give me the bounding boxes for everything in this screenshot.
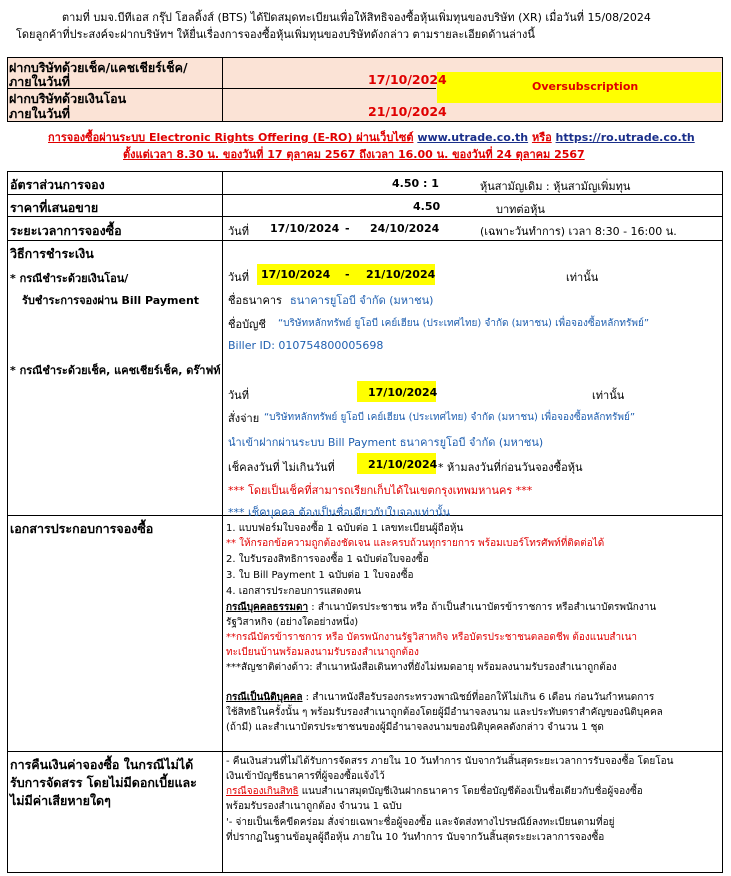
period-start: 17/10/2024 (270, 222, 340, 235)
gov-note-1: **กรณีบัตรข้าราชการ หรือ บัตรพนักงานรัฐวิสาหกิจ หรือบัตรประชาชนตลอดชีพ ต้องแนบสำเนา (226, 632, 638, 643)
cheque-due-note: * ห้ามลงวันที่ก่อนวันจองซื้อหุ้น (438, 461, 583, 474)
price-label: ราคาที่เสนอขาย (10, 200, 99, 215)
refund-2a-line (226, 784, 643, 799)
transfer-end: 21/10/2024 (366, 268, 436, 281)
ratio-value: 4.50 : 1 (392, 177, 439, 190)
doc-3: 3. ใบ Bill Payment 1 ฉบับต่อ 1 ใบจองซื้อ (226, 570, 414, 581)
cheque-only: เท่านั้น (592, 389, 625, 402)
cheque-title: * กรณีชำระด้วยเช็ค, แคชเชียร์เช็ค, ดร๊าฟท์ (10, 364, 221, 377)
transfer-only: เท่านั้น (566, 271, 599, 284)
account-label: ชื่อบัญชี (228, 318, 266, 331)
deposit-transfer-label-2: ภายในวันที่ (9, 106, 71, 121)
period-note: (เฉพาะวันทำการ) เวลา 8:30 - 16:00 น. (480, 225, 677, 238)
transfer-day-word: วันที่ (228, 271, 249, 284)
juristic-text-2: ใช้สิทธิในครั้งนั้น ๆ พร้อมรับรองสำเนาถูกต้องโดยผู้มีอำนาจลงนาม และประทับตราสำคัญของนิติบุคคล (226, 707, 663, 718)
deposit-transfer-label-1: ฝากบริษัทด้วยเงินโอน (9, 91, 127, 106)
ero-line-2: ตั้งแต่เวลา 8.30 น. ของวันที่ 17 ตุลาคม 2567 ถึงเวลา 16.00 น. ของวันที่ 24 ตุลาคม 2567 (123, 148, 585, 161)
transfer-title-2: รับชำระการจองผ่าน Bill Payment (22, 294, 200, 307)
individual-docs (226, 600, 656, 615)
transfer-title-1: * กรณีชำระด้วยเงินโอน/ (10, 272, 129, 285)
juristic-text-3: (ถ้ามี) และสำเนาบัตรประชาชนของผู้มีอำนาจลงนามของนิติบุคคลดังกล่าว จำนวน 1 ชุด (226, 722, 604, 733)
personal-cheque-note: *** เช็คบุคคล ต้องเป็นชื่อเดียวกับใบจองเท่านั้น (228, 506, 451, 519)
juristic-docs (226, 690, 654, 705)
juristic-title: กรณีเป็นนิติบุคคล (226, 692, 303, 703)
deposit-cheque-label-1: ฝากบริษัทด้วยเช็ค/แคชเชียร์เช็ค/ (9, 60, 188, 75)
doc-4: 4. เอกสารประกอบการแสดงตน (226, 586, 362, 597)
oversubscription-label: Oversubscription (532, 80, 639, 93)
refund-3a: '- จ่ายเป็นเช็คขีดคร่อม สั่งจ่ายเฉพาะชื่อผู้จองซื้อ และจัดส่งทางไปรษณีย์ลงทะเบียนตามที่อยู่ (226, 817, 615, 828)
ero-url-2[interactable]: https://ro.utrade.co.th (555, 131, 695, 144)
cheque-due: 21/10/2024 (368, 458, 438, 471)
refund-1a: - คืนเงินส่วนที่ไม่ได้รับการจัดสรร ภายใน 10 วันทำการ นับจากวันสิ้นสุดระยะเวลาการรับจองซื้อ โดยโอน (226, 756, 674, 767)
refund-1b: เงินเข้าบัญชีธนาคารที่ผู้จองซื้อแจ้งไว้ (226, 771, 385, 782)
individual-text: : สำเนาบัตรประชาชน หรือ ถ้าเป็นสำเนาบัตรข้าราชการ หรือสำเนาบัตรพนักงาน (308, 602, 657, 613)
individual-title: กรณีบุคคลธรรมดา (226, 602, 309, 613)
cheque-date: 17/10/2024 (368, 386, 438, 399)
cheque-day-word: วันที่ (228, 389, 249, 402)
bank-label: ชื่อธนาคาร (228, 294, 282, 307)
gov-note-2: ทะเบียนบ้านพร้อมลงนามรับรองสำเนาถูกต้อง (226, 647, 419, 658)
payment-title: วิธีการชำระเงิน (10, 246, 94, 261)
cheque-date-label: เช็คลงวันที่ ไม่เกินวันที่ (228, 461, 335, 474)
bangkok-note: *** โดยเป็นเช็คที่สามารถเรียกเก็บได้ในเขตกรุงเทพมหานคร *** (228, 484, 533, 497)
transfer-start: 17/10/2024 (261, 268, 331, 281)
refund-label-2: รับการจัดสรร โดยไม่มีดอกเบี้ยและ (10, 775, 197, 790)
price-unit: บาทต่อหุ้น (496, 203, 545, 216)
period-end: 24/10/2024 (370, 222, 440, 235)
account-name: “บริษัทหลักทรัพย์ ยูโอบี เคย์เฮียน (ประเทศไทย) จำกัด (มหาชน) เพื่อจองซื้อหลักทรัพย์” (278, 318, 650, 329)
individual-text-2: รัฐวิสาหกิจ (อย่างใดอย่างหนึ่ง) (226, 617, 359, 628)
documents-label: เอกสารประกอบการจองซื้อ (10, 521, 154, 536)
ero-prefix: การจองซื้อผ่านระบบ Electronic Rights Offering (E-RO) ผ่านเว็บไซต์ (48, 131, 414, 144)
refund-over-label: กรณีจองเกินสิทธิ (226, 786, 299, 797)
foreign-note: ***สัญชาติต่างด้าว: สำเนาหนังสือเดินทางที่ยังไม่หมดอายุ พร้อมลงนามรับรองสำเนาถูกต้อง (226, 662, 617, 673)
price-value: 4.50 (413, 200, 441, 213)
doc-2: 2. ใบรับรองสิทธิการจองซื้อ 1 ฉบับต่อใบจองซื้อ (226, 554, 429, 565)
ratio-label: อัตราส่วนการจอง (10, 177, 105, 192)
intro-line-1: ตามที่ บมจ.บีทีเอส กรุ๊ป โฮลดิ้งส์ (BTS) ได้ปิดสมุดทะเบียนเพื่อให้สิทธิจองซื้อหุ้นเพิ่มทุนของบริษัท (XR) เมื่อวันที่ 15/08/2024 (62, 11, 651, 24)
deposit-note: นำเข้าฝากผ่านระบบ Bill Payment ธนาคารยูโอบี จำกัด (มหาชน) (228, 436, 544, 449)
bank-name: ธนาคารยูโอบี จำกัด (มหาชน) (290, 294, 434, 307)
refund-label-3: ไม่มีค่าเสียหายใดๆ (10, 793, 111, 808)
ero-line-1 (48, 128, 695, 146)
transfer-dash: - (345, 268, 350, 281)
deposit-transfer-date: 21/10/2024 (368, 104, 447, 119)
ero-or: หรือ (531, 131, 552, 144)
biller-id: Biller ID: 010754800005698 (228, 339, 384, 352)
payee-name: “บริษัทหลักทรัพย์ ยูโอบี เคย์เฮียน (ประเทศไทย) จำกัด (มหาชน) เพื่อจองซื้อหลักทรัพย์” (264, 412, 636, 423)
refund-label-1: การคืนเงินค่าจองซื้อ ในกรณีไม่ได้ (10, 757, 194, 772)
refund-3b: ที่ปรากฏในฐานข้อมูลผู้ถือหุ้น ภายใน 10 วันทำการ นับจากวันสิ้นสุดระยะเวลาการจองซื้อ (226, 832, 605, 843)
refund-2a: แนบสำเนาสมุดบัญชีเงินฝากธนาคาร โดยชื่อบัญชีต้องเป็นชื่อเดียวกับชื่อผู้จองซื้อ (298, 786, 643, 797)
deposit-cheque-date: 17/10/2024 (368, 72, 447, 87)
payee-label: สั่งจ่าย (228, 412, 260, 425)
ratio-note: หุ้นสามัญเดิม : หุ้นสามัญเพิ่มทุน (480, 180, 631, 193)
intro-line-2: โดยลูกค้าที่ประสงค์จะฝากบริษัทฯ ให้ยื่นเรื่องการจองซื้อหุ้นเพิ่มทุนของบริษัทดังกล่าว ตามรายละเอียดด้านล่างนี้ (16, 28, 535, 41)
period-label: ระยะเวลาการจองซื้อ (10, 223, 122, 238)
juristic-text-1: : สำเนาหนังสือรับรองกระทรวงพาณิชย์ที่ออกให้ไม่เกิน 6 เดือน ก่อนวันกำหนดการ (302, 692, 655, 703)
period-day-word: วันที่ (228, 225, 249, 238)
ero-url-1[interactable]: www.utrade.co.th (417, 131, 529, 144)
period-dash: - (345, 222, 350, 235)
deposit-cheque-label-2: ภายในวันที่ (9, 74, 71, 89)
doc-1-note: ** ให้กรอกข้อความถูกต้องชัดเจน และครบถ้วนทุกรายการ พร้อมเบอร์โทรศัพท์ที่ติดต่อได้ (226, 538, 605, 549)
refund-2b: พร้อมรับรองสำเนาถูกต้อง จำนวน 1 ฉบับ (226, 801, 402, 812)
doc-1: 1. แบบฟอร์มใบจองซื้อ 1 ฉบับต่อ 1 เลขทะเบียนผู้ถือหุ้น (226, 523, 464, 534)
